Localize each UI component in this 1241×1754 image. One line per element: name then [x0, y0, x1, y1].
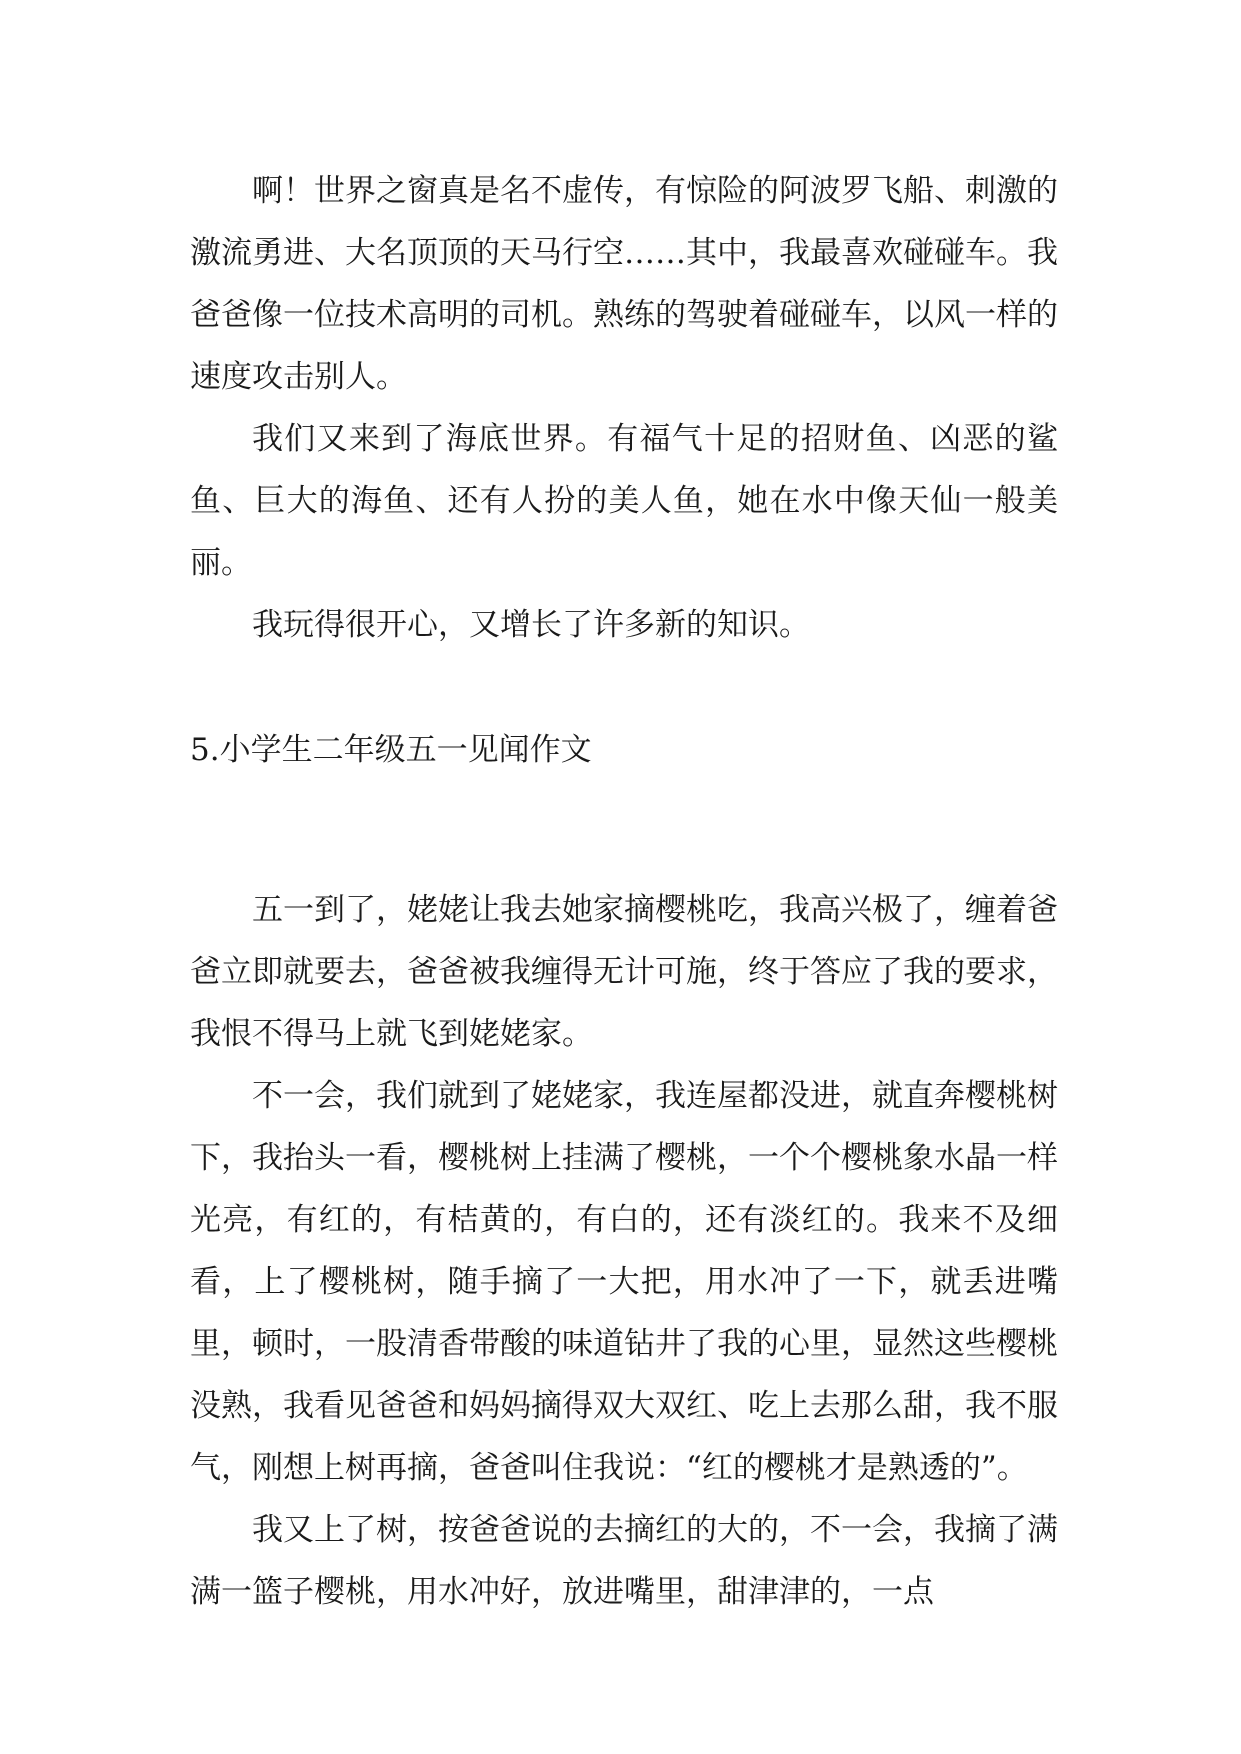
section-heading: 5.小学生二年级五一见闻作文	[190, 732, 592, 768]
paragraph: 我又上了树，按爸爸说的去摘红的大的，不一会，我摘了满满一篮子樱桃，用水冲好，放进嘴里，甜津津的，一点	[190, 1512, 1058, 1610]
paragraph: 我玩得很开心，又增长了许多新的知识。	[252, 607, 810, 643]
document-body	[190, 160, 1058, 1623]
paragraph: 我们又来到了海底世界。有福气十足的招财鱼、凶恶的鲨鱼、巨大的海鱼、还有人扮的美人鱼，她在水中像天仙一般美丽。	[190, 421, 1058, 581]
spacer	[190, 656, 1058, 684]
paragraph: 五一到了，姥姥让我去她家摘樱桃吃，我高兴极了，缠着爸爸立即就要去，爸爸被我缠得无计可施，终于答应了我的要求，我恨不得马上就飞到姥姥家。	[190, 892, 1058, 1052]
paragraph: 不一会，我们就到了姥姥家，我连屋都没进，就直奔樱桃树下，我抬头一看，樱桃树上挂满了樱桃，一个个樱桃象水晶一样光亮，有红的，有桔黄的，有白的，还有淡红的。我来不及细看，上了樱桃树，随手摘了一大把，用水冲了一下，就丢进嘴里，顿时，一股清香带酸的味道钻井了我的心里，显然这些樱桃没熟，我看见爸爸和妈妈摘得双大双红、吃上去那么甜，我不服气，刚想上树再摘，爸爸叫住我说：“红的樱桃才是熟透的”。	[190, 1078, 1058, 1486]
paragraph: 啊！世界之窗真是名不虚传，有惊险的阿波罗飞船、刺激的激流勇进、大名顶顶的天马行空……其中，我最喜欢碰碰车。我爸爸像一位技术高明的司机。熟练的驾驶着碰碰车，以风一样的速度攻击别人。	[190, 173, 1058, 395]
